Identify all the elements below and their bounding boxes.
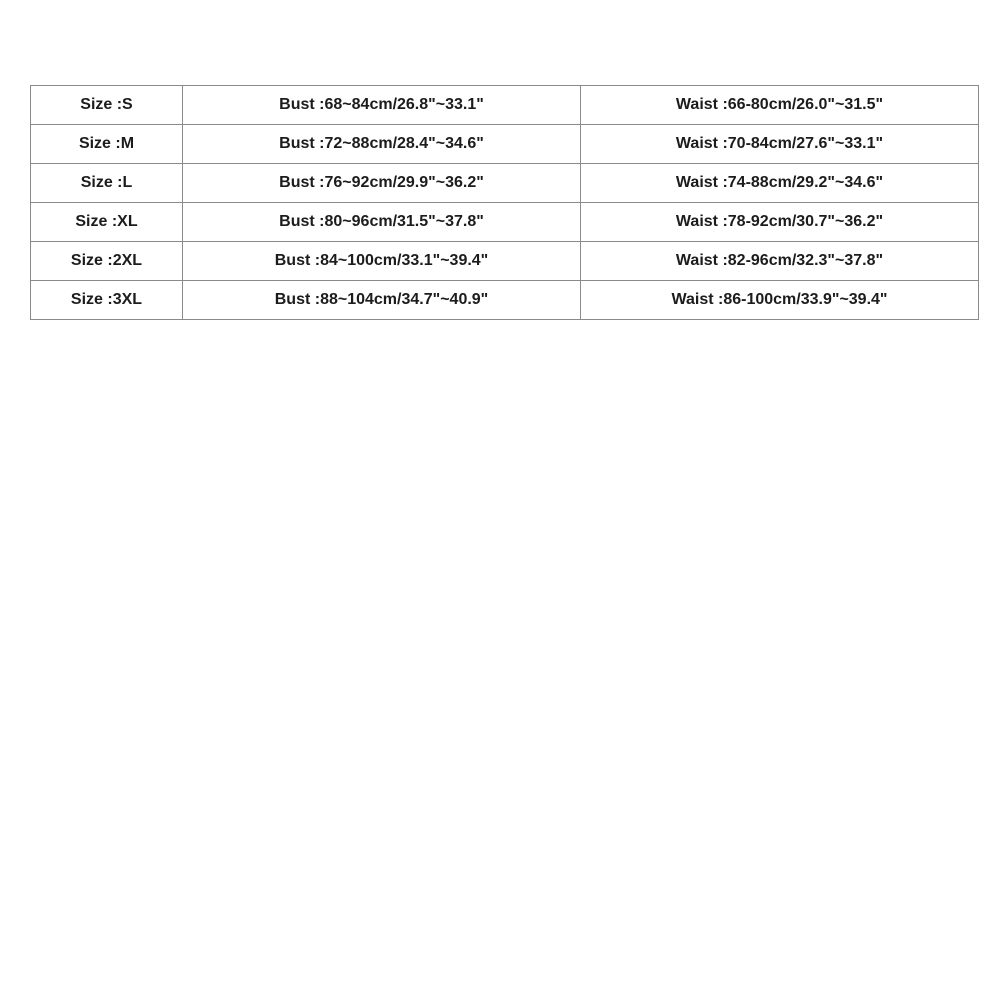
bust-cell: Bust :80~96cm/31.5"~37.8" (183, 203, 581, 242)
size-chart (30, 85, 978, 319)
waist-cell: Waist :86-100cm/33.9"~39.4" (581, 281, 979, 320)
waist-cell: Waist :78-92cm/30.7"~36.2" (581, 203, 979, 242)
size-cell: Size :M (31, 125, 183, 164)
table-row (31, 125, 979, 164)
bust-cell: Bust :88~104cm/34.7"~40.9" (183, 281, 581, 320)
table-row (31, 164, 979, 203)
bust-cell: Bust :76~92cm/29.9"~36.2" (183, 164, 581, 203)
bust-cell: Bust :84~100cm/33.1"~39.4" (183, 242, 581, 281)
table-row (31, 242, 979, 281)
size-cell: Size :3XL (31, 281, 183, 320)
size-cell: Size :S (31, 86, 183, 125)
table-row (31, 86, 979, 125)
table-row (31, 281, 979, 320)
bust-cell: Bust :72~88cm/28.4"~34.6" (183, 125, 581, 164)
size-chart-table (30, 85, 979, 320)
waist-cell: Waist :82-96cm/32.3"~37.8" (581, 242, 979, 281)
waist-cell: Waist :70-84cm/27.6"~33.1" (581, 125, 979, 164)
size-cell: Size :XL (31, 203, 183, 242)
table-row (31, 203, 979, 242)
size-table-body (31, 86, 979, 320)
size-cell: Size :2XL (31, 242, 183, 281)
waist-cell: Waist :66-80cm/26.0"~31.5" (581, 86, 979, 125)
bust-cell: Bust :68~84cm/26.8"~33.1" (183, 86, 581, 125)
size-cell: Size :L (31, 164, 183, 203)
waist-cell: Waist :74-88cm/29.2"~34.6" (581, 164, 979, 203)
